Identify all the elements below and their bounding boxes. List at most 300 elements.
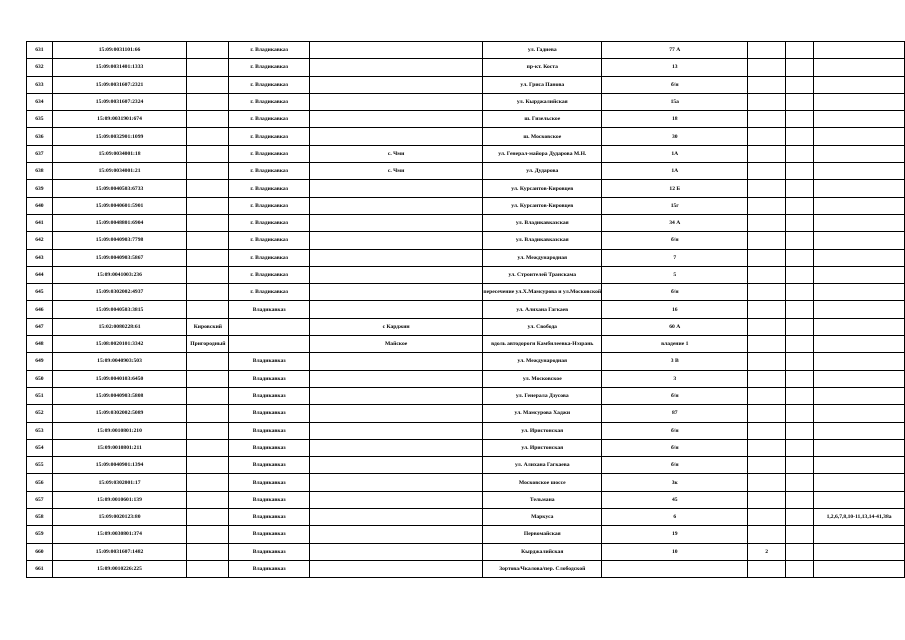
city: г. Владикавказ [229, 93, 309, 110]
house-number: 45 [602, 491, 748, 508]
extra-value [785, 318, 813, 335]
house-number: 34 А [602, 214, 748, 231]
cadastral-number: 15:02:0080228:61 [52, 318, 186, 335]
premises [814, 76, 905, 93]
city: г. Владикавказ [229, 163, 309, 180]
settlement [309, 301, 483, 318]
extra-value [748, 93, 785, 110]
settlement [309, 128, 483, 145]
district [187, 59, 229, 76]
premises [814, 318, 905, 335]
extra-value [748, 111, 785, 128]
extra-value [785, 145, 813, 162]
cadastral-number: 15:09:0010226:225 [52, 560, 186, 577]
cadastral-number: 15:09:0031101:66 [52, 42, 186, 59]
extra-value [785, 76, 813, 93]
premises [814, 93, 905, 110]
district [187, 128, 229, 145]
house-number: 15а [602, 93, 748, 110]
cadastral-table [26, 41, 905, 578]
extra-value [748, 284, 785, 301]
house-number: 7 [602, 249, 748, 266]
row-number: 642 [27, 232, 53, 249]
premises [814, 353, 905, 370]
house-number: 12 Б [602, 180, 748, 197]
street: ул. Дударова [483, 163, 602, 180]
extra-value [748, 145, 785, 162]
extra-value [748, 232, 785, 249]
extra-value [748, 163, 785, 180]
street: ул. Иристонская [483, 422, 602, 439]
premises [814, 111, 905, 128]
cadastral-number: 15:08:0020101:3342 [52, 336, 186, 353]
table-row [27, 543, 905, 560]
house-number: 13 [602, 59, 748, 76]
city: г. Владикавказ [229, 197, 309, 214]
cadastral-number: 15:09:0034001:21 [52, 163, 186, 180]
city: г. Владикавказ [229, 284, 309, 301]
settlement [309, 474, 483, 491]
premises [814, 301, 905, 318]
cadastral-number: 15:09:0040601:5901 [52, 197, 186, 214]
row-number: 635 [27, 111, 53, 128]
district [187, 249, 229, 266]
table-row [27, 266, 905, 283]
district [187, 370, 229, 387]
city: Владикавказ [229, 301, 309, 318]
settlement [309, 439, 483, 456]
cadastral-number: 15:09:0040103:6450 [52, 370, 186, 387]
extra-value [785, 42, 813, 59]
district [187, 42, 229, 59]
extra-value [785, 353, 813, 370]
row-number: 658 [27, 509, 53, 526]
extra-value [785, 370, 813, 387]
premises [814, 163, 905, 180]
row-number: 631 [27, 42, 53, 59]
extra-value [748, 59, 785, 76]
extra-value [785, 93, 813, 110]
row-number: 649 [27, 353, 53, 370]
city: Владикавказ [229, 526, 309, 543]
district [187, 76, 229, 93]
table-row [27, 111, 905, 128]
table-row [27, 439, 905, 456]
house-number: б/н [602, 232, 748, 249]
district [187, 301, 229, 318]
cadastral-number: 15:09:0302002:4937 [52, 284, 186, 301]
extra-value [748, 353, 785, 370]
house-number: 1А [602, 145, 748, 162]
row-number: 647 [27, 318, 53, 335]
row-number: 636 [27, 128, 53, 145]
settlement [309, 93, 483, 110]
district [187, 491, 229, 508]
settlement [309, 111, 483, 128]
extra-value [748, 491, 785, 508]
premises [814, 336, 905, 353]
extra-value [785, 405, 813, 422]
premises [814, 457, 905, 474]
settlement [309, 232, 483, 249]
settlement: с. Чми [309, 145, 483, 162]
extra-value [785, 59, 813, 76]
settlement [309, 509, 483, 526]
cadastral-number: 15:09:0031401:1333 [52, 59, 186, 76]
city: Владикавказ [229, 422, 309, 439]
table-row [27, 336, 905, 353]
row-number: 645 [27, 284, 53, 301]
premises: 1,2,6,7,8,10-11,13,14-41,38а [814, 509, 905, 526]
district: Пригородный [187, 336, 229, 353]
street: ул. Иристонская [483, 439, 602, 456]
house-number: 19 [602, 526, 748, 543]
table-row [27, 249, 905, 266]
premises [814, 405, 905, 422]
table-row [27, 163, 905, 180]
street: Тельмана [483, 491, 602, 508]
house-number: б/н [602, 422, 748, 439]
house-number [602, 560, 748, 577]
table-row [27, 214, 905, 231]
house-number: 77 А [602, 42, 748, 59]
settlement [309, 59, 483, 76]
extra-value [785, 439, 813, 456]
extra-value [748, 214, 785, 231]
city: Владикавказ [229, 491, 309, 508]
extra-value [748, 457, 785, 474]
street: ул. Алихана Гагкаев [483, 301, 602, 318]
house-number: 15г [602, 197, 748, 214]
city: г. Владикавказ [229, 180, 309, 197]
city: Владикавказ [229, 560, 309, 577]
city: г. Владикавказ [229, 249, 309, 266]
street: ул. Международная [483, 249, 602, 266]
settlement [309, 266, 483, 283]
table-row [27, 509, 905, 526]
settlement [309, 370, 483, 387]
row-number: 656 [27, 474, 53, 491]
street: пересечение ул.Х.Мамсурова и ул.Московской [483, 284, 602, 301]
cadastral-number: 15:09:0031607:1482 [52, 543, 186, 560]
house-number: б/н [602, 76, 748, 93]
table-row [27, 42, 905, 59]
cadastral-number: 15:09:0302002:5089 [52, 405, 186, 422]
cadastral-number: 15:09:0040503:3815 [52, 301, 186, 318]
extra-value [748, 266, 785, 283]
extra-value [748, 370, 785, 387]
extra-value [785, 249, 813, 266]
street: Кырджалийская [483, 543, 602, 560]
city: Владикавказ [229, 405, 309, 422]
row-number: 632 [27, 59, 53, 76]
settlement [309, 457, 483, 474]
premises [814, 266, 905, 283]
extra-value [748, 422, 785, 439]
district [187, 266, 229, 283]
extra-value [785, 474, 813, 491]
district [187, 180, 229, 197]
row-number: 644 [27, 266, 53, 283]
table-row [27, 180, 905, 197]
settlement [309, 353, 483, 370]
house-number: 6 [602, 509, 748, 526]
extra-value [785, 284, 813, 301]
house-number: 1А [602, 163, 748, 180]
settlement [309, 197, 483, 214]
settlement [309, 214, 483, 231]
street: ул. Свобода [483, 318, 602, 335]
row-number: 648 [27, 336, 53, 353]
district [187, 111, 229, 128]
city: г. Владикавказ [229, 145, 309, 162]
cadastral-number: 15:09:0032901:1099 [52, 128, 186, 145]
district [187, 457, 229, 474]
table-row [27, 76, 905, 93]
extra-value [748, 197, 785, 214]
row-number: 634 [27, 93, 53, 110]
house-number: б/н [602, 457, 748, 474]
table-body [27, 42, 905, 578]
settlement [309, 405, 483, 422]
row-number: 660 [27, 543, 53, 560]
extra-value [785, 387, 813, 404]
cadastral-number: 15:09:0020123:80 [52, 509, 186, 526]
premises [814, 214, 905, 231]
house-number: владение 1 [602, 336, 748, 353]
cadastral-number: 15:09:0040903:5867 [52, 249, 186, 266]
settlement: с. Чми [309, 163, 483, 180]
premises [814, 284, 905, 301]
city: Владикавказ [229, 387, 309, 404]
table-row [27, 474, 905, 491]
extra-value [785, 232, 813, 249]
extra-value [748, 526, 785, 543]
settlement [309, 76, 483, 93]
row-number: 639 [27, 180, 53, 197]
house-number: 3 [602, 370, 748, 387]
street: ш. Московское [483, 128, 602, 145]
cadastral-number: 15:09:0040901:1394 [52, 457, 186, 474]
table-row [27, 301, 905, 318]
row-number: 640 [27, 197, 53, 214]
district: Кировский [187, 318, 229, 335]
premises [814, 474, 905, 491]
district [187, 405, 229, 422]
street: Московское шоссе [483, 474, 602, 491]
house-number: б/н [602, 284, 748, 301]
extra-value [748, 509, 785, 526]
extra-value [785, 491, 813, 508]
district [187, 232, 229, 249]
row-number: 661 [27, 560, 53, 577]
extra-value [748, 76, 785, 93]
cadastral-number: 15:09:0034001:18 [52, 145, 186, 162]
premises [814, 560, 905, 577]
extra-value [785, 301, 813, 318]
cadastral-number: 15:09:0010801:211 [52, 439, 186, 456]
city: Владикавказ [229, 353, 309, 370]
district [187, 509, 229, 526]
house-number: 87 [602, 405, 748, 422]
extra-value [785, 422, 813, 439]
extra-value [785, 526, 813, 543]
street: ул. Строителей Транскама [483, 266, 602, 283]
district [187, 197, 229, 214]
row-number: 659 [27, 526, 53, 543]
table-row [27, 422, 905, 439]
street: ул. Генерал-майора Дударова М.Н. [483, 145, 602, 162]
extra-value [748, 249, 785, 266]
extra-value [785, 509, 813, 526]
city: г. Владикавказ [229, 76, 309, 93]
row-number: 638 [27, 163, 53, 180]
extra-value [785, 111, 813, 128]
cadastral-number: 15:09:0031901:674 [52, 111, 186, 128]
house-number: 3к [602, 474, 748, 491]
premises [814, 59, 905, 76]
settlement [309, 491, 483, 508]
street: ул. Владикавказская [483, 214, 602, 231]
extra-value [785, 214, 813, 231]
house-number: 3 В [602, 353, 748, 370]
city: г. Владикавказ [229, 232, 309, 249]
premises [814, 145, 905, 162]
extra-value [785, 128, 813, 145]
extra-value [785, 560, 813, 577]
premises [814, 422, 905, 439]
settlement [309, 249, 483, 266]
extra-value [785, 163, 813, 180]
premises [814, 232, 905, 249]
cadastral-number: 15:09:0031607:2324 [52, 93, 186, 110]
district [187, 560, 229, 577]
table-row [27, 128, 905, 145]
cadastral-number: 15:09:0030801:374 [52, 526, 186, 543]
house-number: 30 [602, 128, 748, 145]
row-number: 652 [27, 405, 53, 422]
cadastral-number: 15:09:0041003:236 [52, 266, 186, 283]
settlement [309, 526, 483, 543]
street: ул. Международная [483, 353, 602, 370]
cadastral-number: 15:09:0010601:139 [52, 491, 186, 508]
city: Владикавказ [229, 439, 309, 456]
cadastral-number: 15:09:0040903:5808 [52, 387, 186, 404]
cadastral-number: 15:09:0010801:210 [52, 422, 186, 439]
street: вдоль автодороги Камбилеевка-Нэзрань [483, 336, 602, 353]
extra-value [748, 180, 785, 197]
premises [814, 197, 905, 214]
extra-value [748, 301, 785, 318]
premises [814, 491, 905, 508]
settlement: Майское [309, 336, 483, 353]
extra-value [785, 336, 813, 353]
premises [814, 439, 905, 456]
row-number: 655 [27, 457, 53, 474]
extra-value [748, 387, 785, 404]
city: г. Владикавказ [229, 266, 309, 283]
street: ул. Гадиева [483, 42, 602, 59]
city: Владикавказ [229, 509, 309, 526]
table-row [27, 353, 905, 370]
street: Маркуса [483, 509, 602, 526]
city: г. Владикавказ [229, 59, 309, 76]
extra-value [785, 197, 813, 214]
cadastral-number: 15:09:0302001:17 [52, 474, 186, 491]
row-number: 633 [27, 76, 53, 93]
settlement [309, 42, 483, 59]
house-number: 10 [602, 543, 748, 560]
city [229, 336, 309, 353]
row-number: 651 [27, 387, 53, 404]
street: ул. Владикавказская [483, 232, 602, 249]
city: Владикавказ [229, 457, 309, 474]
street: Первомайская [483, 526, 602, 543]
extra-value [785, 266, 813, 283]
house-number: 5 [602, 266, 748, 283]
city: г. Владикавказ [229, 214, 309, 231]
city: г. Владикавказ [229, 42, 309, 59]
extra-value [748, 128, 785, 145]
district [187, 93, 229, 110]
house-number: 18 [602, 111, 748, 128]
city: Владикавказ [229, 370, 309, 387]
row-number: 653 [27, 422, 53, 439]
row-number: 641 [27, 214, 53, 231]
table-row [27, 526, 905, 543]
table-row [27, 93, 905, 110]
table-row [27, 387, 905, 404]
cadastral-number: 15:09:0048801:6904 [52, 214, 186, 231]
row-number: 646 [27, 301, 53, 318]
settlement [309, 284, 483, 301]
cadastral-number: 15:09:0040903:7798 [52, 232, 186, 249]
settlement [309, 180, 483, 197]
premises [814, 180, 905, 197]
extra-value [785, 180, 813, 197]
table-row [27, 197, 905, 214]
table-row [27, 232, 905, 249]
settlement [309, 422, 483, 439]
house-number: б/н [602, 387, 748, 404]
street: ул. Алихана Гагкаева [483, 457, 602, 474]
table-row [27, 405, 905, 422]
row-number: 643 [27, 249, 53, 266]
extra-value [785, 457, 813, 474]
table-row [27, 560, 905, 577]
street: ул. Генерала Дзусова [483, 387, 602, 404]
extra-value [748, 318, 785, 335]
district [187, 543, 229, 560]
district [187, 353, 229, 370]
extra-value [748, 474, 785, 491]
extra-value [748, 439, 785, 456]
district [187, 474, 229, 491]
row-number: 654 [27, 439, 53, 456]
table-row [27, 318, 905, 335]
extra-value [748, 336, 785, 353]
settlement [309, 387, 483, 404]
settlement [309, 560, 483, 577]
district [187, 145, 229, 162]
premises [814, 526, 905, 543]
table-row [27, 284, 905, 301]
row-number: 657 [27, 491, 53, 508]
street: ул. Московское [483, 370, 602, 387]
street: Зортова/Чкалова/пер. Слободской [483, 560, 602, 577]
district [187, 422, 229, 439]
city: Владикавказ [229, 543, 309, 560]
